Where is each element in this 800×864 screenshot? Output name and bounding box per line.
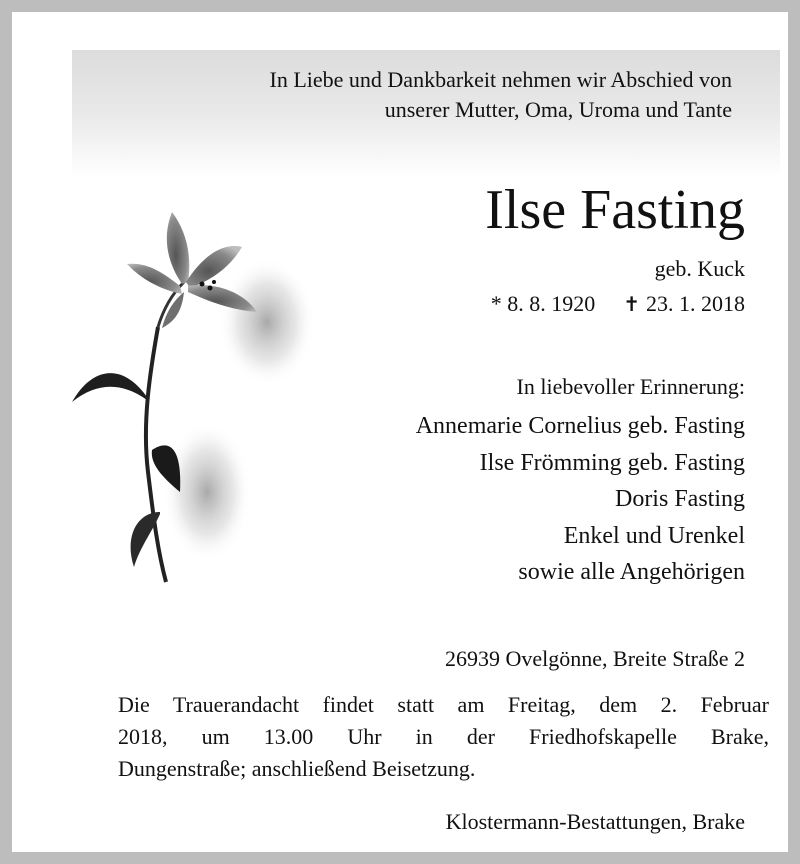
intro-text (92, 65, 732, 125)
lily-image (62, 202, 322, 602)
family-address: 26939 Ovelgönne, Breite Straße 2 (445, 646, 745, 671)
cross-icon: ✝ (623, 292, 640, 316)
maiden-name: geb. Kuck (654, 256, 745, 281)
life-dates (491, 290, 745, 318)
service-notice (118, 689, 769, 785)
deceased-name: Ilse Fasting (485, 179, 745, 241)
mourner-line: sowie alle Angehörigen (518, 559, 745, 585)
intro-line-2: unserer Mutter, Oma, Uroma und Tante (384, 97, 732, 122)
mourner-line: Doris Fasting (614, 486, 745, 512)
death-date: 23. 1. 2018 (646, 291, 745, 316)
mourner-line: Ilse Frömming geb. Fasting (479, 449, 745, 476)
mourner-line: Annemarie Cornelius geb. Fasting (415, 413, 745, 439)
mourner-line: Enkel und Urenkel (563, 522, 745, 549)
death-date-group (623, 290, 745, 318)
memory-label: In liebevoller Erinnerung: (516, 374, 745, 399)
service-line-1: Die Trauerandacht findet statt am Freitag, dem 2. Februar (118, 692, 769, 717)
intro-line-1: In Liebe und Dankbarkeit nehmen wir Abschied von (269, 67, 732, 92)
service-line-2: 2018, um 13.00 Uhr in der Friedhofskapelle Brake, (118, 724, 769, 749)
undertaker-name: Klostermann-Bestattungen, Brake (445, 809, 745, 834)
service-line-3: Dungenstraße; anschließend Beisetzung. (118, 756, 476, 781)
mourners-list (416, 408, 745, 591)
birth-date: * 8. 8. 1920 (490, 291, 596, 316)
